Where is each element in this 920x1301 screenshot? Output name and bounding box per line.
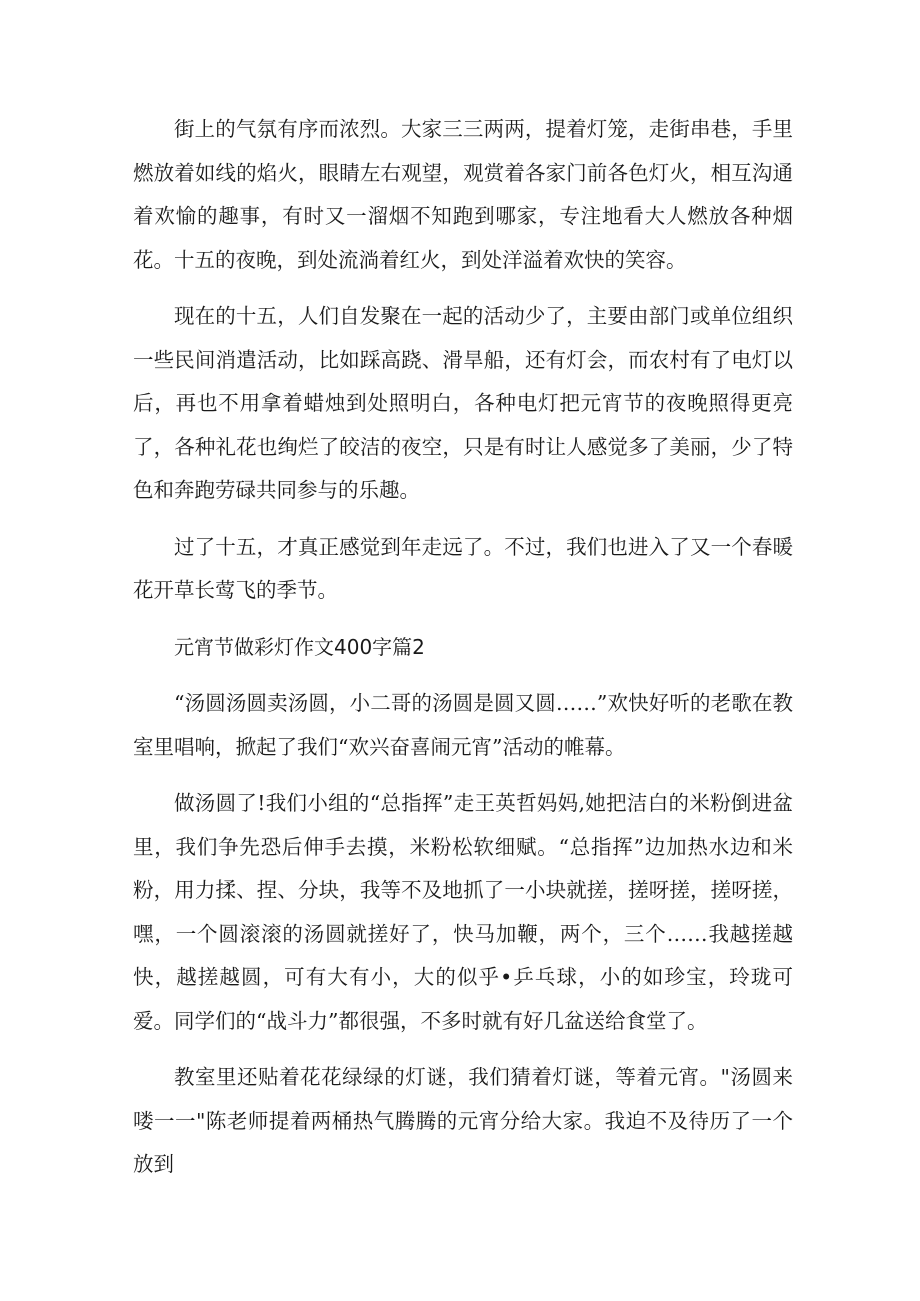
paragraph-modern-lantern-festival: 现在的十五，人们自发聚在一起的活动少了，主要由部门或单位组织一些民间消遣活动，比如踩高跷、滑旱船，还有灯会，而农村有了电灯以后，再也不用拿着蜡烛到处照明白，各种电灯把元宵节的夜晚照得更亮了，各种礼花也绚烂了皎洁的夜空，只是有时让人感觉多了美丽，少了特色和奔跑劳碌共同参与的乐趣。 — [133, 304, 793, 502]
section-heading: 元宵节做彩灯作文400字篇2 — [174, 634, 425, 659]
paragraph-tangyuan-song: “汤圆汤圆卖汤圆，小二哥的汤圆是圆又圆……”欢快好听的老歌在教室里唱响，掀起了我们“欢兴奋喜闹元宵”活动的帷幕。 — [133, 691, 793, 759]
paragraph-after-fifteenth: 过了十五，才真正感觉到年走远了。不过，我们也进入了又一个春暖花开草长莺飞的季节。 — [133, 534, 793, 602]
document-body — [133, 108, 793, 1200]
paragraph-lantern-riddles: 教室里还贴着花花绿绿的灯谜，我们猜着灯谜，等着元宵。"汤圆来喽一一"陈老师提着两桶热气腾腾的元宵分给大家。我迫不及待历了一个放到 — [133, 1065, 793, 1176]
paragraph-street-atmosphere: 街上的气氛有序而浓烈。大家三三两两，提着灯笼，走街串巷，手里燃放着如线的焰火，眼睛左右观望，观赏着各家门前各色灯火，相互沟通着欢愉的趣事，有时又一溜烟不知跑到哪家，专注地看大人燃放各种烟花。十五的夜晚，到处流淌着红火，到处洋溢着欢快的笑容。 — [133, 117, 793, 272]
paragraph-making-tangyuan: 做汤圆了!我们小组的“总指挥”走王英哲妈妈,她把洁白的米粉倒进盆里，我们争先恐后伸手去摸，米粉松软细赋。“总指挥”边加热水边和米粉，用力揉、捏、分块，我等不及地抓了一小块就搓，搓呀搓，搓呀搓，嘿，一个圆滚滚的汤圆就搓好了，快马加鞭，两个，三个……我越搓越快，越搓越圆，可有大有小，大的似乎•乒乓球，小的如珍宝，玲珑可爱。同学们的“战斗力”都很强，不多时就有好几盆送给食堂了。 — [133, 791, 793, 1033]
